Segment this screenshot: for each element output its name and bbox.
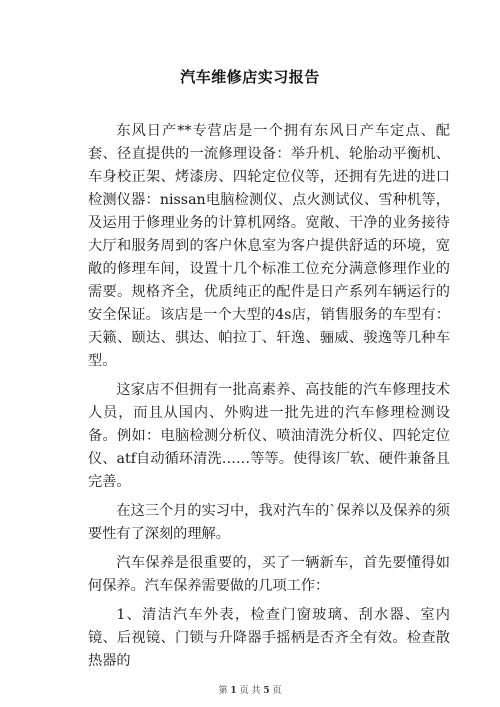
footer-suffix: 页 [272, 686, 282, 696]
paragraph-3: 在这三个月的实习中，我对汽车的`保养以及保养的须要性有了深刻的理解。 [88, 503, 450, 542]
document-title: 汽车维修店实习报告 [180, 68, 320, 86]
footer-page-number: 1 [230, 686, 237, 696]
page-footer [0, 683, 500, 696]
footer-middle: 页 共 [239, 686, 261, 696]
paragraph-1: 东风日产**专营店是一个拥有东风日产车定点、配套、径直提供的一流修理设备：举升机、轮胎动平衡机、车身校正架、烤漆房、四轮定位仪等，还拥有先进的进口检测仪器：nissan电脑检测仪、点火测试仪、雪种机等，及运用于修理业务的计算机网络。宽敞、干净的业务接待大厅和服务周到的客户休息室为客户提供舒适的环境，宽敞的修理车间，设置十几个标准工位充分满意修理作业的需要。规格齐全，优质纯正的配件是日产系列车辆运行的安全保证。该店是一个大型的4s店，销售服务的车型有：天籁、颐达、骐达、帕拉丁、轩逸、骊威、骏逸等几种车型。 [88, 123, 450, 369]
paragraph-4: 汽车保养是很重要的，买了一辆新车，首先要懂得如何保养。汽车保养需要做的几项工作： [88, 555, 450, 594]
document-body [88, 120, 450, 679]
footer-prefix: 第 [218, 686, 228, 696]
footer-total-pages: 5 [263, 686, 270, 696]
paragraph-2: 这家店不但拥有一批高素养、高技能的汽车修理技术人员，而且从国内、外购进一批先进的汽车修理检测设备。例如：电脑检测分析仪、喷油清洗分析仪、四轮定位仪、atf自动循环清洗……等等。使得该厂软、硬件兼备且完善。 [88, 382, 450, 490]
paragraph-5: 1、清洁汽车外表，检查门窗玻璃、刮水器、室内镜、后视镜、门锁与升降器手摇柄是否齐全有效。检查散热器的 [88, 607, 450, 669]
